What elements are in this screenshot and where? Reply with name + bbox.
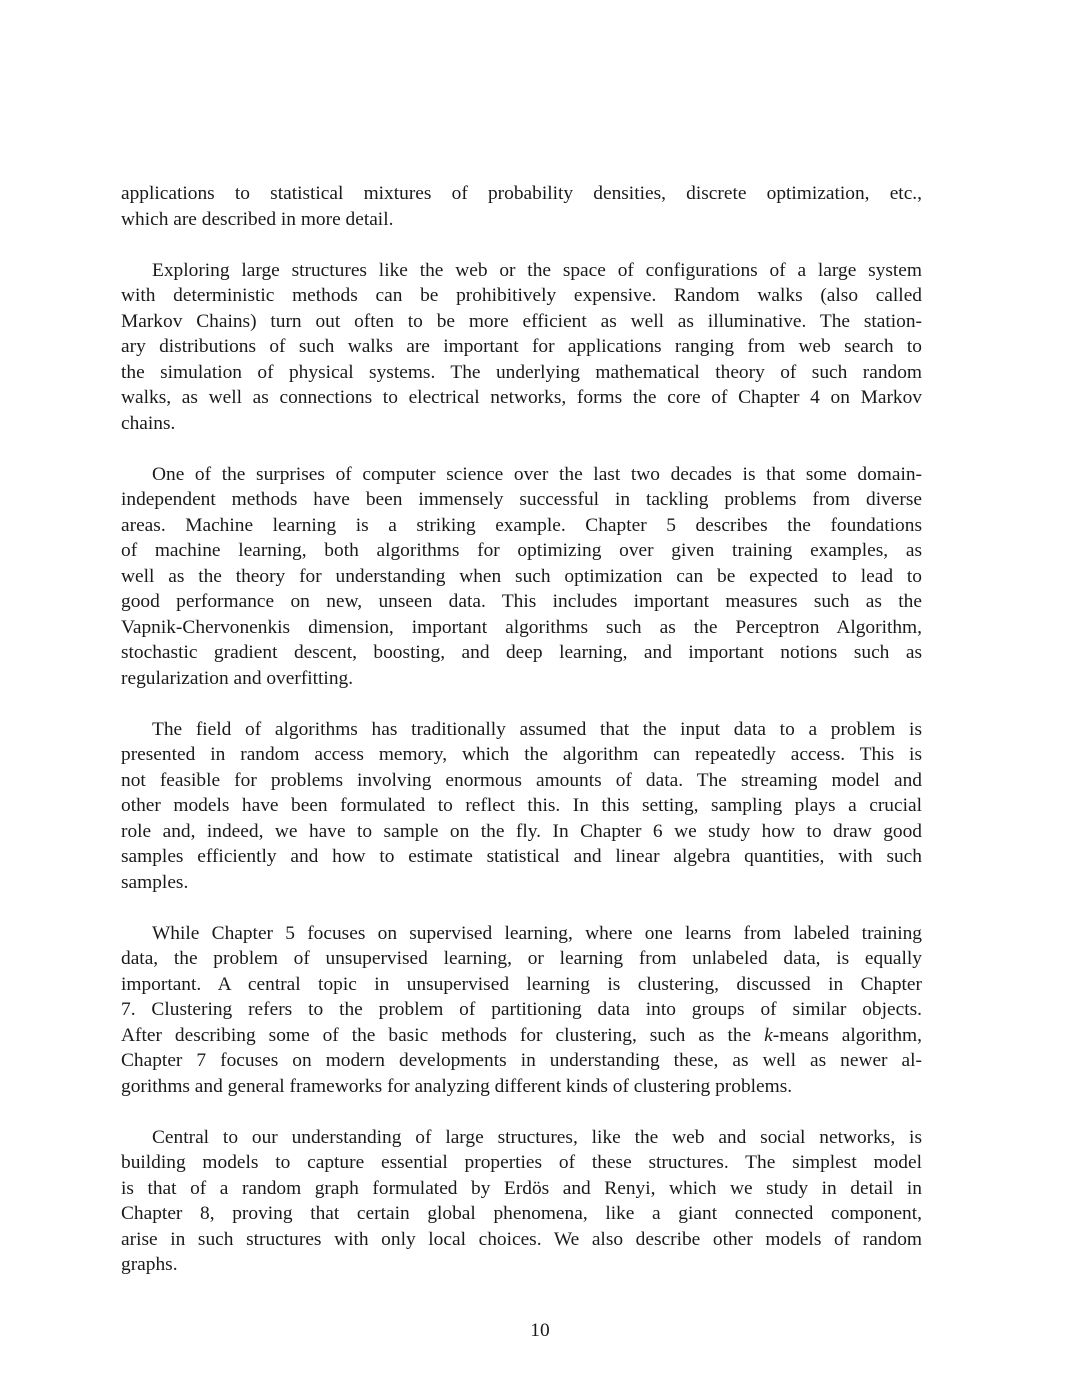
text-line: building models to capture essential properties of these structures. The simplest model <box>121 1152 922 1173</box>
text-line: Markov Chains) turn out often to be more efficient as well as illuminative. The station- <box>121 310 922 332</box>
text-line: is that of a random graph formulated by Erdös and Renyi, which we study in detail in <box>121 1177 922 1199</box>
text-line: After describing some of the basic methods for clustering, such as the k-means algorithm, <box>121 1024 922 1046</box>
page-number: 10 <box>530 1320 550 1341</box>
paragraph-streaming <box>121 717 922 896</box>
text-line: gorithms and general frameworks for analyzing different kinds of clustering problems. <box>121 1075 793 1097</box>
paragraph-random-walks <box>121 258 922 437</box>
text-line: Exploring large structures like the web or the space of configurations of a large system <box>152 259 922 281</box>
text-line: data, the problem of unsupervised learning, or learning from unlabeled data, is equally <box>121 948 922 969</box>
text-line: Vapnik-Chervonenkis dimension, important algorithms such as the Perceptron Algorithm, <box>121 616 922 638</box>
text-line: stochastic gradient descent, boosting, and deep learning, and important notions such as <box>121 642 922 663</box>
text-line: samples. <box>121 871 189 893</box>
text-line: role and, indeed, we have to sample on the fly. In Chapter 6 we study how to draw good <box>121 820 922 842</box>
text-line: Chapter 7 focuses on modern developments in understanding these, as well as newer al- <box>121 1050 922 1071</box>
text-line: areas. Machine learning is a striking example. Chapter 5 describes the foundations <box>121 514 922 536</box>
text-line: other models have been formulated to reflect this. In this setting, sampling plays a crucial <box>121 795 922 816</box>
text-line: ary distributions of such walks are important for applications ranging from web search to <box>121 336 922 357</box>
math-variable-k: k <box>764 1024 773 1046</box>
text-line: the simulation of physical systems. The underlying mathematical theory of such random <box>121 361 922 383</box>
text-line: arise in such structures with only local choices. We also describe other models of random <box>121 1228 922 1250</box>
text-line: not feasible for problems involving enormous amounts of data. The streaming model and <box>121 769 922 791</box>
text-line: Central to our understanding of large structures, like the web and social networks, is <box>152 1126 922 1148</box>
text-line: One of the surprises of computer science over the last two decades is that some domain- <box>152 463 922 485</box>
text-line: good performance on new, unseen data. This includes important measures such as the <box>121 591 922 612</box>
text-line: samples efficiently and how to estimate statistical and linear algebra quantities, with such <box>121 846 922 867</box>
text-line: independent methods have been immensely successful in tackling problems from diverse <box>121 489 922 510</box>
text-line: The field of algorithms has traditionally assumed that the input data to a problem is <box>152 718 922 740</box>
body-text <box>121 181 922 1303</box>
text-line: presented in random access memory, which the algorithm can repeatedly access. This is <box>121 744 922 765</box>
text-line: well as the theory for understanding when such optimization can be expected to lead to <box>121 565 922 587</box>
text-line: graphs. <box>121 1254 178 1275</box>
text-line: While Chapter 5 focuses on supervised learning, where one learns from labeled training <box>152 922 922 944</box>
text-line: applications to statistical mixtures of probability densities, discrete optimization, etc., <box>121 183 922 204</box>
text-line: important. A central topic in unsupervised learning is clustering, discussed in Chapter <box>121 973 922 995</box>
text-line: Chapter 8, proving that certain global phenomena, like a giant connected component, <box>121 1203 922 1224</box>
text-line: of machine learning, both algorithms for optimizing over given training examples, as <box>121 540 922 561</box>
text-line: with deterministic methods can be prohibitively expensive. Random walks (also called <box>121 285 922 306</box>
text-line: chains. <box>121 412 176 434</box>
text-line: regularization and overfitting. <box>121 667 354 689</box>
text-line: 7. Clustering refers to the problem of partitioning data into groups of similar objects. <box>121 999 922 1020</box>
paragraph-machine-learning <box>121 462 922 692</box>
paragraph-random-graphs <box>121 1125 922 1278</box>
paragraph-continuation <box>121 181 922 232</box>
text-line: walks, as well as connections to electrical networks, forms the core of Chapter 4 on Markov <box>121 387 922 408</box>
paragraph-clustering <box>121 921 922 1100</box>
text-line: which are described in more detail. <box>121 208 394 230</box>
